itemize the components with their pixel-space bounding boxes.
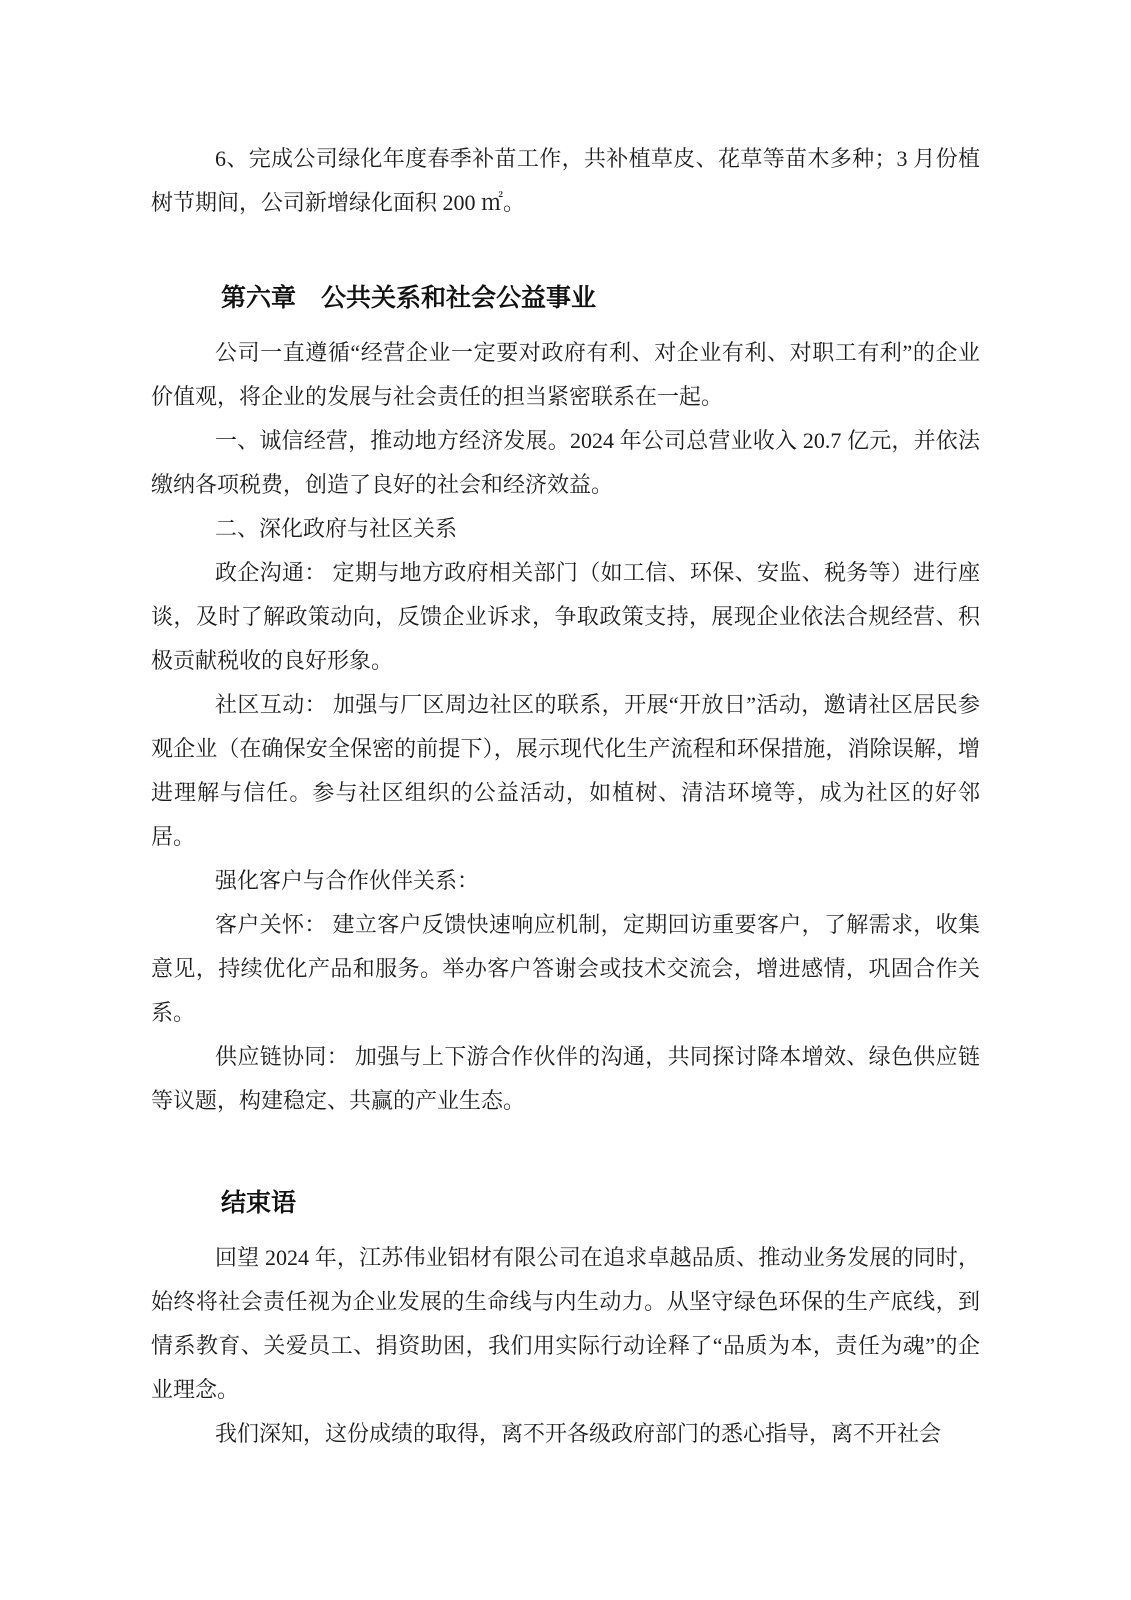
paragraph-closing-gratitude: 我们深知，这份成绩的取得，离不开各级政府部门的悉心指导，离不开社会 — [215, 1421, 942, 1446]
paragraph-community-interaction: 社区互动： 加强与厂区周边社区的联系，开展“开放日”活动，邀请社区居民参观企业（在确保安全保密的前提下），展示现代化生产流程和环保措施，消除误解，增进理解与信任。参与社区组织的公益活动，如植树、清洁环境等，成为社区的好邻居。 — [151, 692, 980, 849]
chapter-6-heading: 第六章 公共关系和社会公益事业 — [221, 285, 597, 312]
closing-remarks-heading: 结束语 — [221, 1190, 297, 1217]
document-content — [151, 137, 980, 1456]
paragraph-honest-operation: 一、诚信经营，推动地方经济发展。2024 年公司总营业收入 20.7 亿元，并依法缴纳各项税费，创造了良好的社会和经济效益。 — [151, 428, 980, 497]
paragraph-government-communication: 政企沟通： 定期与地方政府相关部门（如工信、环保、安监、税务等）进行座谈，及时了解政策动向，反馈企业诉求，争取政策支持，展现企业依法合规经营、积极贡献税收的良好形象。 — [151, 560, 980, 673]
paragraph-company-values: 公司一直遵循“经营企业一定要对政府有利、对企业有利、对职工有利”的企业价值观，将企业的发展与社会责任的担当紧密联系在一起。 — [151, 340, 980, 409]
paragraph-customer-partner-subhead: 强化客户与合作伙伴关系： — [215, 868, 480, 893]
paragraph-supply-chain: 供应链协同： 加强与上下游合作伙伴的沟通，共同探讨降本增效、绿色供应链等议题，构建稳定、共赢的产业生态。 — [151, 1044, 980, 1113]
paragraph-closing-review: 回望 2024 年，江苏伟业铝材有限公司在追求卓越品质、推动业务发展的同时，始终将社会责任视为企业发展的生命线与内生动力。从坚守绿色环保的生产底线，到情系教育、关爱员工、捐资助困，我们用实际行动诠释了“品质为本，责任为魂”的企业理念。 — [151, 1245, 980, 1402]
paragraph-customer-care: 客户关怀： 建立客户反馈快速响应机制，定期回访重要客户，了解需求，收集意见，持续优化产品和服务。举办客户答谢会或技术交流会，增进感情，巩固合作关系。 — [151, 912, 980, 1025]
paragraph-greening-item-6: 6、完成公司绿化年度春季补苗工作，共补植草皮、花草等苗木多种；3 月份植树节期间，公司新增绿化面积 200 ㎡。 — [151, 146, 980, 215]
paragraph-government-community-subhead: 二、深化政府与社区关系 — [215, 516, 458, 541]
